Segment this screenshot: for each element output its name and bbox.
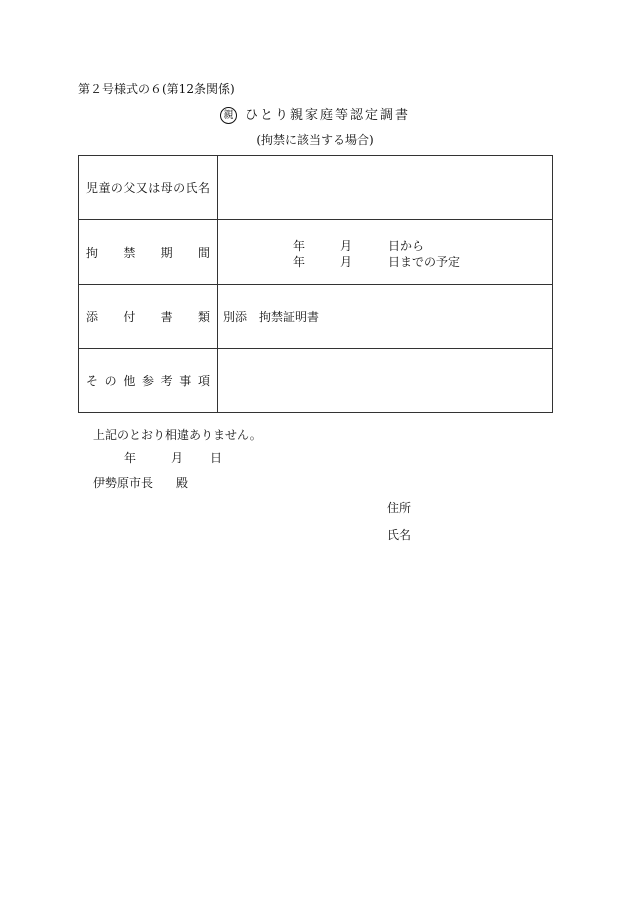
table-row-parent-name xyxy=(79,156,553,220)
certification-table xyxy=(78,155,553,413)
label-parent-name: 児 童 の 父 又 は 母 の 氏 名 xyxy=(79,156,218,220)
page-subtitle: (拘禁に該当する場合) xyxy=(256,133,374,147)
label-detention-period: 拘 禁 期 間 xyxy=(79,220,218,285)
page-title xyxy=(0,104,630,124)
label-attachments: 添 付 書 類 xyxy=(79,285,218,349)
other-notes-field[interactable] xyxy=(218,349,553,413)
addressee-name: 伊勢原市長 xyxy=(93,476,154,490)
detention-period-field[interactable]: 年 月 日から 年 月 日までの予定 xyxy=(218,220,553,285)
table-row-detention-period xyxy=(79,220,553,285)
title-text: ひとり親家庭等認定調書 xyxy=(244,108,410,123)
confirmation-statement: 上記のとおり相違ありません。 xyxy=(93,428,262,442)
label-other-notes: そ の 他 参 考 事 項 xyxy=(79,349,218,413)
table-row-other-notes xyxy=(79,349,553,413)
table-row-attachments xyxy=(79,285,553,349)
address-label: 住所 xyxy=(387,501,412,515)
attachments-value: 別添 拘禁証明書 xyxy=(218,285,553,349)
parent-name-field[interactable] xyxy=(218,156,553,220)
form-number: 第２号様式の６(第12条関係) xyxy=(78,82,235,96)
circled-oya-mark: 親 xyxy=(220,107,237,124)
addressee xyxy=(93,474,188,491)
addressee-honorific: 殿 xyxy=(176,476,189,490)
name-label: 氏名 xyxy=(387,528,412,542)
